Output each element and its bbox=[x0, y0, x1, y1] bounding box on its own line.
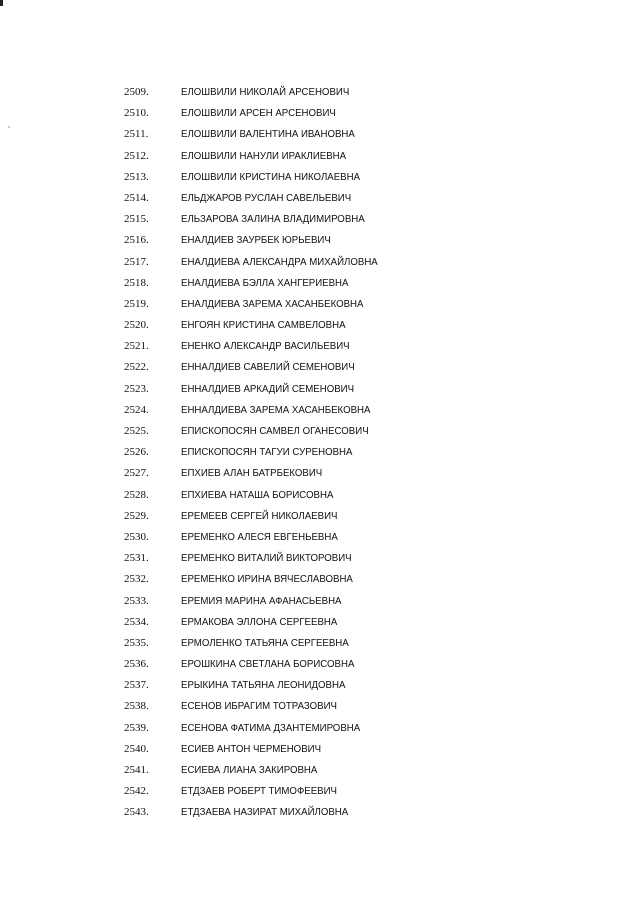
entry-name: ЕРМОЛЕНКО ТАТЬЯНА СЕРГЕЕВНА bbox=[181, 636, 349, 649]
entry-name: ЕСИЕВА ЛИАНА ЗАКИРОВНА bbox=[181, 764, 318, 776]
entry-name: ЕННАЛДИЕВА ЗАРЕМА ХАСАНБЕКОВНА bbox=[181, 403, 371, 416]
entry-number: 2528. bbox=[124, 488, 149, 501]
entry-number: 2513. bbox=[124, 170, 149, 183]
list-item bbox=[0, 421, 639, 442]
list-item bbox=[0, 591, 639, 612]
entry-number: 2516. bbox=[124, 234, 149, 247]
entry-name: ЕРЕМЕНКО АЛЕСЯ ЕВГЕНЬЕВНА bbox=[181, 530, 338, 543]
list-item bbox=[0, 103, 639, 124]
list-item bbox=[0, 252, 639, 273]
entry-name: ЕРОШКИНА СВЕТЛАНА БОРИСОВНА bbox=[181, 658, 355, 671]
entry-number: 2512. bbox=[124, 149, 149, 162]
entry-number: 2537. bbox=[124, 679, 149, 692]
entry-name: ЕТДЗАЕВА НАЗИРАТ МИХАЙЛОВНА bbox=[181, 806, 349, 819]
entry-number: 2534. bbox=[124, 615, 149, 628]
entry-number: 2521. bbox=[124, 340, 149, 353]
entry-number: 2523. bbox=[124, 382, 149, 395]
entry-name: ЕННАЛДИЕВ АРКАДИЙ СЕМЕНОВИЧ bbox=[181, 382, 355, 395]
entry-name: ЕПХИЕВ АЛАН БАТРБЕКОВИЧ bbox=[181, 467, 323, 480]
entry-number: 2511. bbox=[124, 128, 149, 141]
entry-number: 2535. bbox=[124, 636, 149, 649]
entry-number: 2530. bbox=[124, 530, 149, 543]
entry-number: 2541. bbox=[124, 764, 149, 776]
name-list bbox=[0, 82, 639, 824]
entry-number: 2519. bbox=[124, 297, 149, 310]
list-item bbox=[0, 463, 639, 484]
list-item bbox=[0, 379, 639, 400]
entry-name: ЕПХИЕВА НАТАША БОРИСОВНА bbox=[181, 488, 334, 501]
entry-name: ЕЛОШВИЛИ АРСЕН АРСЕНОВИЧ bbox=[181, 107, 336, 120]
list-item bbox=[0, 633, 639, 654]
list-item bbox=[0, 654, 639, 675]
entry-name: ЕЛОШВИЛИ НИКОЛАЙ АРСЕНОВИЧ bbox=[181, 86, 350, 98]
entry-name: ЕРЕМЕЕВ СЕРГЕЙ НИКОЛАЕВИЧ bbox=[181, 509, 338, 522]
entry-number: 2518. bbox=[124, 276, 149, 289]
list-item bbox=[0, 612, 639, 633]
list-item bbox=[0, 739, 639, 760]
entry-number: 2526. bbox=[124, 446, 149, 459]
entry-name: ЕЛЬЗАРОВА ЗАЛИНА ВЛАДИМИРОВНА bbox=[181, 213, 365, 226]
list-item bbox=[0, 315, 639, 336]
entry-number: 2539. bbox=[124, 721, 149, 734]
entry-number: 2514. bbox=[124, 191, 149, 204]
entry-name: ЕЛОШВИЛИ КРИСТИНА НИКОЛАЕВНА bbox=[181, 170, 361, 183]
entry-number: 2527. bbox=[124, 467, 149, 480]
entry-number: 2532. bbox=[124, 573, 149, 586]
entry-number: 2529. bbox=[124, 509, 149, 522]
entry-name: ЕСИЕВ АНТОН ЧЕРМЕНОВИЧ bbox=[181, 742, 322, 755]
list-item bbox=[0, 167, 639, 188]
entry-name: ЕРЕМЕНКО ВИТАЛИЙ ВИКТОРОВИЧ bbox=[181, 552, 352, 565]
list-item bbox=[0, 696, 639, 717]
entry-name: ЕЛЬДЖАРОВ РУСЛАН САВЕЛЬЕВИЧ bbox=[181, 191, 352, 204]
entry-name: ЕЛОШВИЛИ НАНУЛИ ИРАКЛИЕВНА bbox=[181, 149, 347, 162]
entry-name: ЕНАЛДИЕВА БЭЛЛА ХАНГЕРИЕВНА bbox=[181, 276, 349, 289]
entry-name: ЕТДЗАЕВ РОБЕРТ ТИМОФЕЕВИЧ bbox=[181, 785, 337, 798]
entry-number: 2515. bbox=[124, 213, 149, 226]
list-item bbox=[0, 718, 639, 739]
list-item bbox=[0, 336, 639, 357]
entry-name: ЕРЕМИЯ МАРИНА АФАНАСЬЕВНА bbox=[181, 594, 342, 607]
entry-number: 2536. bbox=[124, 658, 149, 671]
entry-number: 2531. bbox=[124, 552, 149, 565]
list-item bbox=[0, 294, 639, 315]
entry-number: 2524. bbox=[124, 403, 149, 416]
list-item bbox=[0, 124, 639, 145]
list-item bbox=[0, 442, 639, 463]
list-item bbox=[0, 273, 639, 294]
entry-name: ЕНЕНКО АЛЕКСАНДР ВАСИЛЬЕВИЧ bbox=[181, 340, 350, 353]
entry-name: ЕЛОШВИЛИ ВАЛЕНТИНА ИВАНОВНА bbox=[181, 128, 355, 141]
entry-name: ЕНАЛДИЕВА ЗАРЕМА ХАСАНБЕКОВНА bbox=[181, 297, 364, 310]
entry-name: ЕННАЛДИЕВ САВЕЛИЙ СЕМЕНОВИЧ bbox=[181, 361, 355, 374]
entry-number: 2533. bbox=[124, 594, 149, 607]
entry-name: ЕСЕНОВА ФАТИМА ДЗАНТЕМИРОВНА bbox=[181, 721, 361, 734]
list-item bbox=[0, 506, 639, 527]
list-item bbox=[0, 781, 639, 802]
list-item bbox=[0, 675, 639, 696]
entry-name: ЕПИСКОПОСЯН САМВЕЛ ОГАНЕСОВИЧ bbox=[181, 425, 369, 437]
list-item bbox=[0, 569, 639, 590]
entry-number: 2509. bbox=[124, 86, 149, 98]
entry-name: ЕНГОЯН КРИСТИНА САМВЕЛОВНА bbox=[181, 319, 346, 332]
list-item bbox=[0, 188, 639, 209]
entry-number: 2538. bbox=[124, 700, 149, 713]
list-item bbox=[0, 760, 639, 781]
entry-name: ЕСЕНОВ ИБРАГИМ ТОТРАЗОВИЧ bbox=[181, 700, 337, 713]
entry-number: 2510. bbox=[124, 107, 149, 120]
entry-name: ЕПИСКОПОСЯН ТАГУИ СУРЕНОВНА bbox=[181, 446, 353, 459]
entry-number: 2517. bbox=[124, 255, 149, 268]
list-item bbox=[0, 485, 639, 506]
entry-name: ЕНАЛДИЕВ ЗАУРБЕК ЮРЬЕВИЧ bbox=[181, 234, 331, 247]
entry-name: ЕРЕМЕНКО ИРИНА ВЯЧЕСЛАВОВНА bbox=[181, 573, 353, 586]
list-item bbox=[0, 802, 639, 823]
list-item bbox=[0, 527, 639, 548]
entry-number: 2543. bbox=[124, 806, 149, 819]
entry-number: 2525. bbox=[124, 425, 149, 437]
entry-name: ЕНАЛДИЕВА АЛЕКСАНДРА МИХАЙЛОВНА bbox=[181, 255, 378, 268]
entry-name: ЕРЫКИНА ТАТЬЯНА ЛЕОНИДОВНА bbox=[181, 679, 346, 692]
scan-corner-mark bbox=[0, 0, 3, 6]
list-item bbox=[0, 357, 639, 378]
list-item bbox=[0, 548, 639, 569]
entry-number: 2522. bbox=[124, 361, 149, 374]
list-item bbox=[0, 400, 639, 421]
entry-number: 2520. bbox=[124, 319, 149, 332]
list-item bbox=[0, 82, 639, 103]
list-item bbox=[0, 209, 639, 230]
entry-name: ЕРМАКОВА ЭЛЛОНА СЕРГЕЕВНА bbox=[181, 615, 338, 628]
entry-number: 2540. bbox=[124, 742, 149, 755]
list-item bbox=[0, 230, 639, 251]
list-item bbox=[0, 146, 639, 167]
entry-number: 2542. bbox=[124, 785, 149, 798]
